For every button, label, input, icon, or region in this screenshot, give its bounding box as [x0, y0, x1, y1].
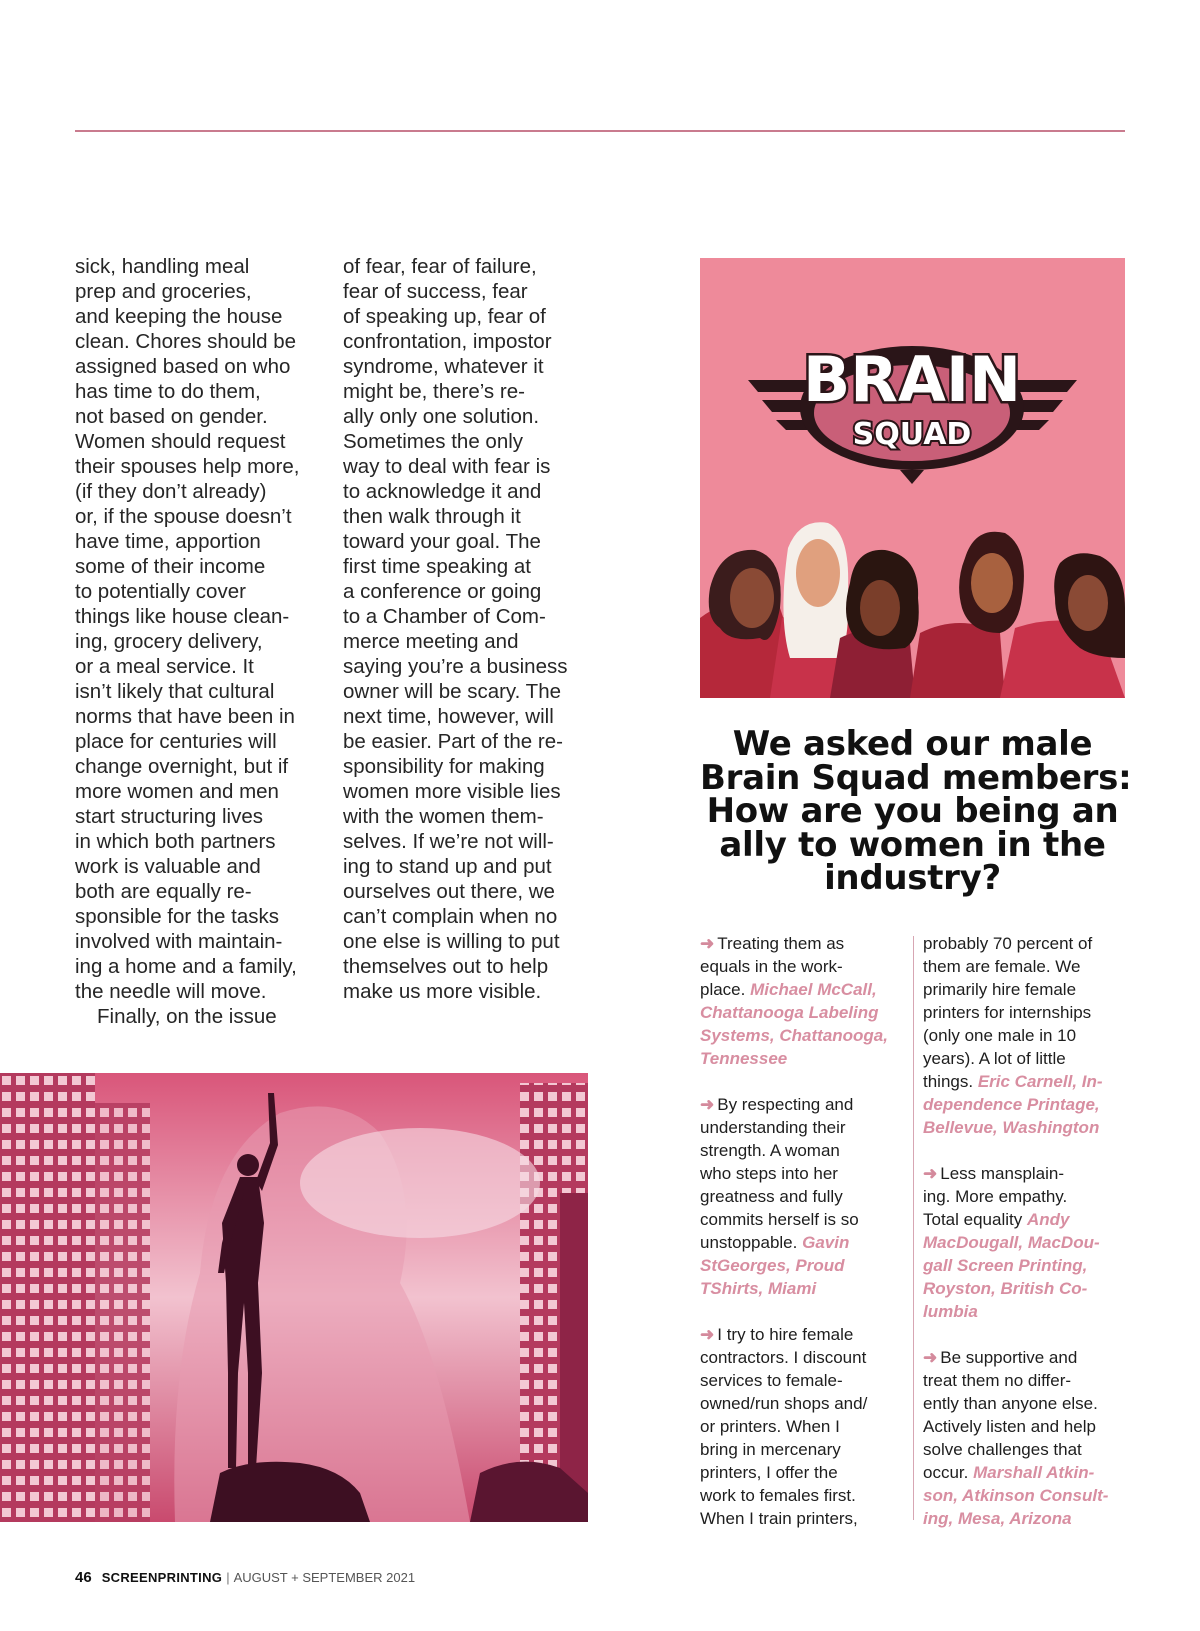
attribution: Andy [1026, 1210, 1070, 1229]
text-line: ing to stand up and put [343, 855, 552, 878]
text-line: (if they don’t already) [75, 480, 267, 503]
text-line: with the women them- [343, 805, 544, 828]
answer-text: things. [923, 1072, 974, 1091]
arrow-icon: ➜ [923, 1348, 938, 1367]
answer-text: work to females first. [700, 1486, 856, 1505]
text-line: a conference or going [343, 580, 542, 603]
text-line: sponsibility for making [343, 755, 545, 778]
answer-text: unstoppable. [700, 1233, 798, 1252]
logo-squad-text: SQUAD [852, 417, 972, 452]
text-line: of fear, fear of failure, [343, 255, 537, 278]
answer-text: owned/run shops and/ [700, 1394, 868, 1413]
text-line: more women and men [75, 780, 279, 803]
attribution: Royston, British Co- [923, 1279, 1088, 1298]
text-line: and keeping the house [75, 305, 283, 328]
text-line: norms that have been in [75, 705, 295, 728]
attribution: Michael McCall, [750, 980, 877, 999]
answer-text: occur. [923, 1463, 969, 1482]
issue-date: AUGUST + SEPTEMBER 2021 [233, 1570, 416, 1585]
headline-line: Brain Squad members: [700, 757, 1132, 798]
text-line: place for centuries will [75, 730, 277, 753]
text-line: confrontation, impostor [343, 330, 552, 353]
answer-text: Total equality [923, 1210, 1023, 1229]
text-line: ing, grocery delivery, [75, 630, 263, 653]
text-line: has time to do them, [75, 380, 261, 403]
article-column-1 [75, 254, 325, 1029]
text-line: or a meal service. It [75, 655, 254, 678]
text-line: Sometimes the only [343, 430, 524, 453]
page-footer [75, 1569, 415, 1586]
attribution: MacDougall, MacDou- [923, 1233, 1100, 1252]
text-line: of speaking up, fear of [343, 305, 546, 328]
answer-item [923, 1162, 1128, 1323]
text-line: syndrome, whatever it [343, 355, 544, 378]
answers-column-left [700, 932, 905, 1553]
magazine-name: SCREENPRINTING [101, 1570, 223, 1585]
answer-text: place. [700, 980, 746, 999]
text-line: make us more visible. [343, 980, 542, 1003]
answer-text: them are female. We [923, 957, 1081, 976]
logo-brain-text: BRAIN [803, 343, 1021, 416]
arrow-icon: ➜ [700, 1325, 715, 1344]
arrow-icon: ➜ [923, 1164, 938, 1183]
text-line: some of their income [75, 555, 266, 578]
attribution: Marshall Atkin- [973, 1463, 1095, 1482]
answer-text: I try to hire female [717, 1325, 854, 1344]
answer-text: commits herself is so [700, 1210, 859, 1229]
answer-text: Treating them as [717, 934, 845, 953]
attribution: Systems, Chattanooga, [700, 1026, 888, 1045]
footer-separator: | [226, 1570, 230, 1585]
answer-text: ing. More empathy. [923, 1187, 1068, 1206]
attribution: ing, Mesa, Arizona [923, 1509, 1072, 1528]
attribution: Eric Carnell, In- [977, 1072, 1103, 1091]
answer-text: strength. A woman [700, 1141, 840, 1160]
headline-line: How are you being an [706, 791, 1119, 831]
attribution: StGeorges, Proud [700, 1256, 845, 1275]
answer-text: greatness and fully [700, 1187, 843, 1206]
text-line: ing a home and a family, [75, 955, 297, 978]
answer-text: (only one male in 10 [923, 1026, 1077, 1045]
text-line: themselves out to help [343, 955, 549, 978]
answer-text: bring in mercenary [700, 1440, 841, 1459]
column-1-paragraph [75, 254, 325, 1004]
answer-text: treat them no differ- [923, 1371, 1072, 1390]
text-line: both are equally re- [75, 880, 252, 903]
answer-item [923, 1346, 1128, 1530]
answer-text: printers for internships [923, 1003, 1092, 1022]
text-line: way to deal with fear is [343, 455, 551, 478]
text-line: prep and groceries, [75, 280, 252, 303]
answer-text: solve challenges that [923, 1440, 1082, 1459]
text-line: involved with maintain- [75, 930, 283, 953]
text-line: women more visible lies [343, 780, 561, 803]
text-line: to acknowledge it and [343, 480, 542, 503]
text-line: things like house clean- [75, 605, 290, 628]
headline-line: ally to women in the [719, 824, 1106, 865]
answer-text: or printers. When I [700, 1417, 840, 1436]
text-line: clean. Chores should be [75, 330, 297, 353]
answer-text: understanding their [700, 1118, 846, 1137]
answer-text: Actively listen and help [923, 1417, 1096, 1436]
clouds [300, 1128, 540, 1238]
text-line: toward your goal. The [343, 530, 541, 553]
text-line: selves. If we’re not will- [343, 830, 554, 853]
text-line: sick, handling meal [75, 255, 250, 278]
text-line: change overnight, but if [75, 755, 289, 778]
headline-line: We asked our male [732, 724, 1093, 764]
text-line: can’t complain when no [343, 905, 558, 928]
arrow-icon: ➜ [700, 1095, 715, 1114]
brain-squad-headline [700, 724, 1132, 898]
answers-divider [913, 936, 914, 1520]
attribution: Bellevue, Washington [923, 1118, 1100, 1137]
answer-text: equals in the work- [700, 957, 843, 976]
text-line: might be, there’s re- [343, 380, 525, 403]
answer-text: By respecting and [717, 1095, 854, 1114]
text-line: owner will be scary. The [343, 680, 561, 703]
text-line: be easier. Part of the re- [343, 730, 563, 753]
answer-text: Be supportive and [940, 1348, 1078, 1367]
text-line: sponsible for the tasks [75, 905, 279, 928]
text-line: not based on gender. [75, 405, 268, 428]
text-line: ally only one solution. [343, 405, 540, 428]
attribution: TShirts, Miami [700, 1279, 817, 1298]
answer-item [700, 932, 905, 1070]
attribution: lumbia [923, 1302, 978, 1321]
attribution: Gavin [802, 1233, 850, 1252]
answer-text: When I train printers, [700, 1509, 858, 1528]
text-line: saying you’re a business [343, 655, 568, 678]
top-rule [75, 130, 1125, 132]
text-line: one else is willing to put [343, 930, 560, 953]
article-column-2 [343, 254, 593, 1004]
text-line: or, if the spouse doesn’t [75, 505, 292, 528]
text-line: next time, however, will [343, 705, 554, 728]
attribution: son, Atkinson Consult- [923, 1486, 1109, 1505]
page-number: 46 [75, 1569, 92, 1586]
text-line: merce meeting and [343, 630, 519, 653]
headline-line: industry? [824, 858, 1001, 898]
text-line: to potentially cover [75, 580, 246, 603]
text-line: to a Chamber of Com- [343, 605, 546, 628]
answer-text: years). A lot of little [923, 1049, 1066, 1068]
answer-text: printers, I offer the [700, 1463, 838, 1482]
answer-text: services to female- [700, 1371, 843, 1390]
text-line: fear of success, fear [343, 280, 528, 303]
text-line: assigned based on who [75, 355, 291, 378]
text-line: ourselves out there, we [343, 880, 555, 903]
attribution: Tennessee [700, 1049, 788, 1068]
text-line: Women should request [75, 430, 286, 453]
answer-text: who steps into her [700, 1164, 838, 1183]
column-1-last-line: Finally, on the issue [97, 1005, 277, 1028]
attribution: gall Screen Printing, [923, 1256, 1088, 1275]
text-line: work is valuable and [75, 855, 261, 878]
answer-text: ently than anyone else. [923, 1394, 1098, 1413]
answer-item [923, 932, 1128, 1139]
text-line: then walk through it [343, 505, 521, 528]
attribution: dependence Printage, [923, 1095, 1100, 1114]
answer-text: contractors. I discount [700, 1348, 867, 1367]
answer-text: Less mansplain- [940, 1164, 1065, 1183]
column-2-paragraph [343, 254, 593, 1004]
answer-item [700, 1323, 905, 1530]
answers-column-right [923, 932, 1128, 1553]
answer-text: primarily hire female [923, 980, 1077, 999]
text-line: isn’t likely that cultural [75, 680, 275, 703]
text-line: start structuring lives [75, 805, 263, 828]
text-line: in which both partners [75, 830, 276, 853]
city-woman-illustration [0, 1073, 588, 1522]
text-line: first time speaking at [343, 555, 531, 578]
text-line: have time, apportion [75, 530, 261, 553]
text-line: their spouses help more, [75, 455, 300, 478]
arrow-icon: ➜ [700, 934, 715, 953]
answer-text: probably 70 percent of [923, 934, 1093, 953]
text-line: the needle will move. [75, 980, 267, 1003]
answer-item [700, 1093, 905, 1300]
attribution: Chattanooga Labeling [700, 1003, 879, 1022]
brain-squad-illustration [700, 258, 1125, 698]
